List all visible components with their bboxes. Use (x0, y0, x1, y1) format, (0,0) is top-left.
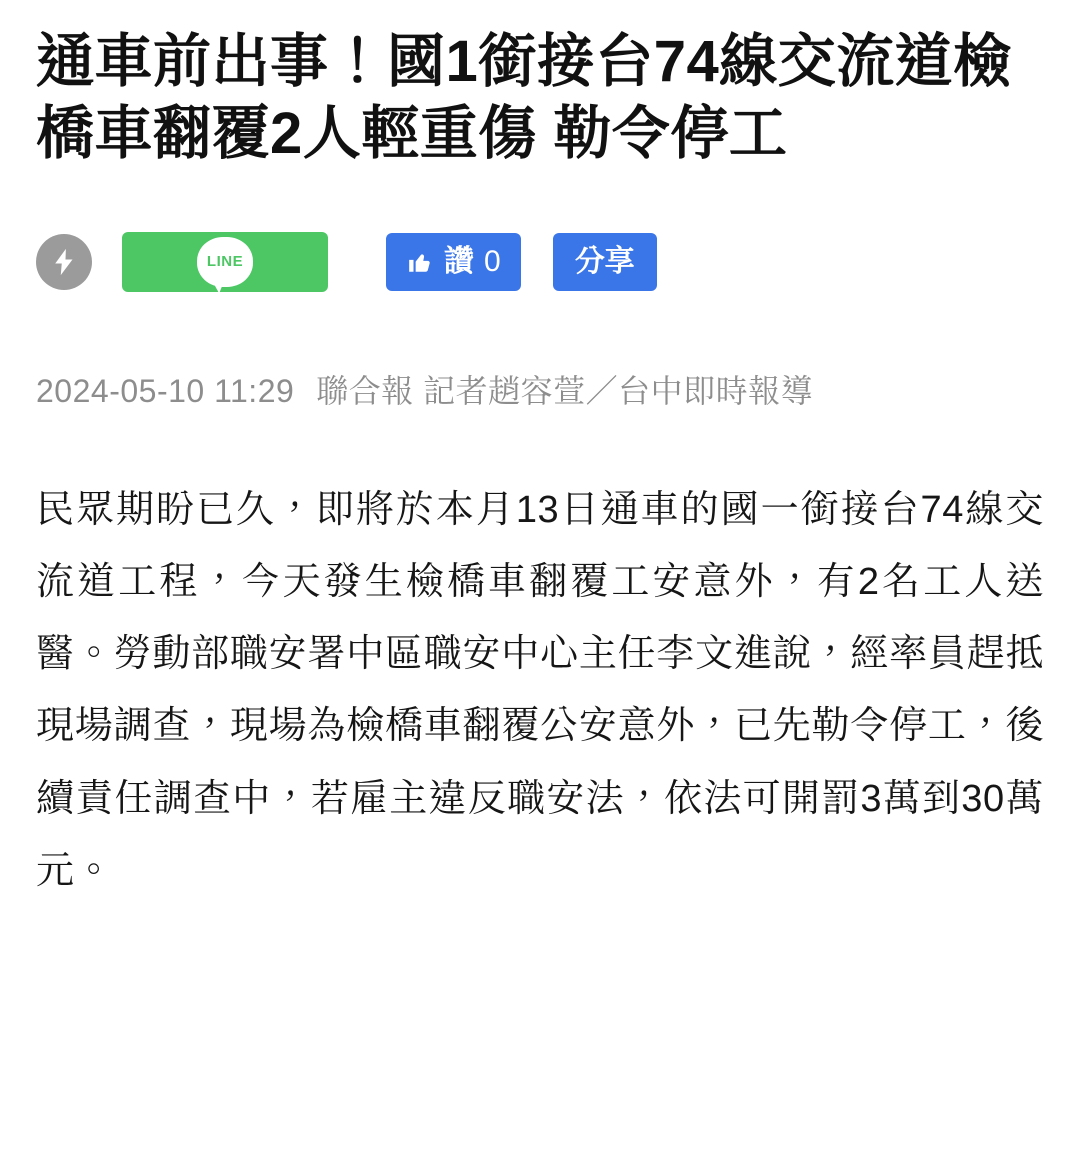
line-share-button[interactable] (122, 232, 328, 292)
share-bar (36, 230, 1044, 294)
publish-datetime: 2024-05-10 11:29 (36, 372, 295, 409)
thumbs-up-icon (406, 248, 434, 276)
facebook-like-button[interactable] (386, 233, 521, 291)
facebook-share-label: 分享 (574, 244, 635, 278)
article-body (36, 474, 1044, 907)
amp-bolt-icon (36, 234, 92, 290)
article-source: 聯合報 記者趙容萱／台中即時報導 (316, 372, 814, 409)
facebook-like-count: 0 (484, 244, 501, 278)
line-icon-label: LINE (206, 253, 244, 271)
article-paragraph: 民眾期盼已久，即將於本月13日通車的國一銜接台74線交流道工程，今天發生檢橋車翻覆工安意外，有2名工人送醫。勞動部職安署中區職安中心主任李文進說，經率員趕抵現場調查，現場為檢橋車翻覆公安意外，已先勒令停工，後續責任調查中，若雇主違反職安法，依法可開罰3萬到30萬元。 (36, 488, 1044, 892)
facebook-share-button[interactable] (553, 233, 657, 291)
byline (36, 366, 1044, 412)
page-title: 通車前出事！國1銜接台74線交流道檢橋車翻覆2人輕重傷 勒令停工 (36, 29, 1012, 166)
line-icon (197, 237, 253, 287)
facebook-like-label: 讚 (444, 244, 474, 278)
